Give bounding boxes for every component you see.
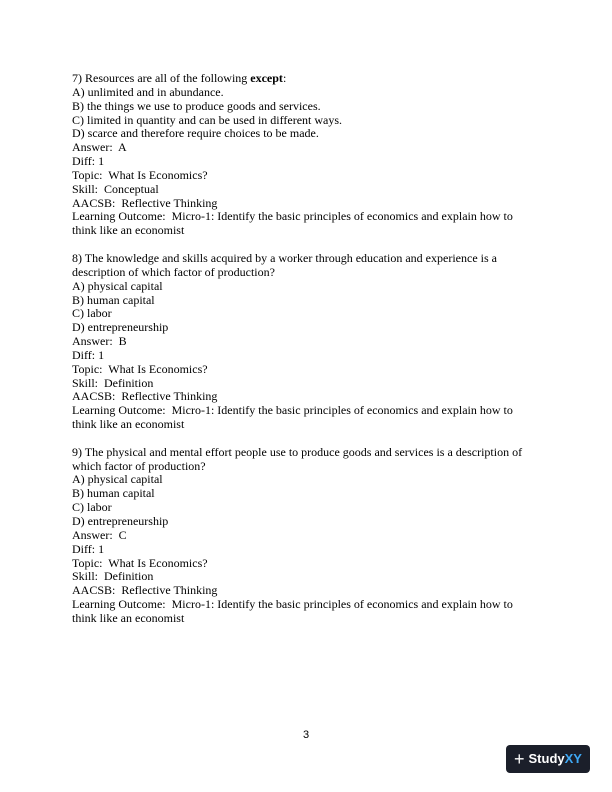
topic: Topic: What Is Economics? [72,361,208,376]
watermark-brand-text: Study [528,751,565,767]
aacsb: AACSB: Reflective Thinking [72,195,218,210]
learning-outcome: Learning Outcome: Micro-1: Identify the basic principles of economics and explain how to [72,597,513,612]
topic: Topic: What Is Economics? [72,555,208,570]
page-content [72,72,542,640]
answer: Answer: B [72,334,127,349]
option-a: A) physical capital [72,278,163,293]
question-stem [72,72,542,86]
watermark-brand-accent: XY [564,751,582,767]
skill: Skill: Definition [72,569,154,584]
answer: Answer: A [72,140,127,155]
option-d: D) scarce and therefore require choices to be made. [72,126,319,141]
learning-outcome: Learning Outcome: Micro-1: Identify the basic principles of economics and explain how to [72,403,513,418]
option-a: A) unlimited and in abundance. [72,84,224,99]
topic: Topic: What Is Economics? [72,167,208,182]
question-9 [72,446,542,626]
stem-emphasis: except [250,71,283,85]
watermark-brand [529,752,582,766]
option-b: B) the things we use to produce goods and services. [72,98,321,113]
stem-suffix: : [282,71,287,85]
option-d: D) entrepreneurship [72,514,169,528]
question-stem: 9) The physical and mental effort people use to produce goods and services is a description of [72,444,523,459]
learning-outcome-cont: think like an economist [72,223,185,238]
question-stem-cont: description of which factor of production? [72,264,275,279]
learning-outcome-cont: think like an economist [72,610,185,625]
skill: Skill: Definition [72,375,154,390]
question-stem: 8) The knowledge and skills acquired by a worker through education and experience is a [72,250,497,265]
skill: Skill: Conceptual [72,181,159,196]
page-number: 3 [302,729,310,741]
question-stem-cont: which factor of production? [72,458,206,473]
learning-outcome: Learning Outcome: Micro-1: Identify the basic principles of economics and explain how to [72,209,513,224]
option-b: B) human capital [72,486,155,501]
option-c: C) labor [72,306,112,321]
option-d: D) entrepreneurship [72,320,169,335]
aacsb: AACSB: Reflective Thinking [72,389,218,404]
aacsb: AACSB: Reflective Thinking [72,583,218,598]
option-a: A) physical capital [72,472,163,487]
difficulty: Diff: 1 [72,541,105,556]
answer: Answer: C [72,527,127,542]
learning-outcome-cont: think like an economist [72,417,185,432]
option-c: C) labor [72,500,112,515]
option-c: C) limited in quantity and can be used in different ways. [72,112,343,127]
difficulty: Diff: 1 [72,154,105,169]
option-b: B) human capital [72,292,155,307]
stem-text: 7) Resources are all of the following [72,71,251,85]
difficulty: Diff: 1 [72,347,105,362]
question-8 [72,252,542,432]
plus-icon: + [514,749,525,769]
question-7 [72,72,542,238]
studyxy-watermark[interactable] [506,745,590,773]
